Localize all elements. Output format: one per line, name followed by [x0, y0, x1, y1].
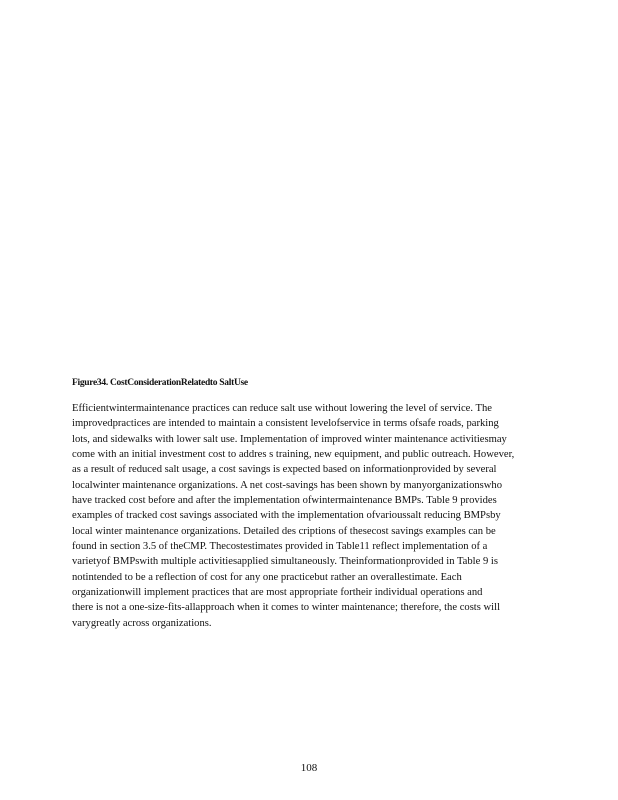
paragraph-line: varietyof BMPswith multiple activitiesapplied simultaneously. Theinformationprovided in Table 9 is — [72, 556, 498, 568]
page-number: 108 — [300, 762, 318, 774]
paragraph-line: local winter maintenance organizations. Detailed des criptions of thesecost savings examples can be — [72, 525, 496, 537]
paragraph-line: examples of tracked cost savings associated with the implementation ofvarioussalt reducing BMPsby — [72, 510, 501, 522]
paragraph-line: notintended to be a reflection of cost for any one practicebut rather an overallestimate. Each — [72, 571, 462, 583]
paragraph-line: organizationwill implement practices that are most appropriate fortheir individual operations and — [72, 587, 483, 599]
paragraph-line: improvedpractices are intended to maintain a consistent levelofservice in terms ofsafe roads, parking — [72, 418, 499, 430]
paragraph-line: localwinter maintenance organizations. A net cost-savings has been shown by manyorganizationswho — [72, 479, 503, 491]
paragraph-line: have tracked cost before and after the implementation ofwintermaintenance BMPs. Table 9 provides — [72, 495, 497, 507]
figure-caption: Figure34. CostConsiderationRelatedto SaltUse — [72, 378, 248, 388]
paragraph-line: found in section 3.5 of theCMP. Thecostestimates provided in Table11 reflect implementation of a — [72, 541, 488, 553]
paragraph-line: Efficientwintermaintenance practices can reduce salt use without lowering the level of service. The — [72, 403, 492, 414]
paragraph-line: there is not a one-size-fits-allapproach when it comes to winter maintenance; therefore, the costs will — [72, 602, 501, 614]
figure-placeholder — [72, 60, 546, 365]
paragraph-line: varygreatly across organizations. — [72, 617, 212, 629]
body-paragraph — [72, 401, 546, 631]
paragraph-line: as a result of reduced salt usage, a cost savings is expected based on informationprovided by several — [72, 464, 497, 476]
paragraph-line: come with an initial investment cost to addres s training, new equipment, and public outreach. However, — [72, 449, 515, 461]
paragraph-line: lots, and sidewalks with lower salt use. Implementation of improved winter maintenance activitiesmay — [72, 433, 507, 445]
